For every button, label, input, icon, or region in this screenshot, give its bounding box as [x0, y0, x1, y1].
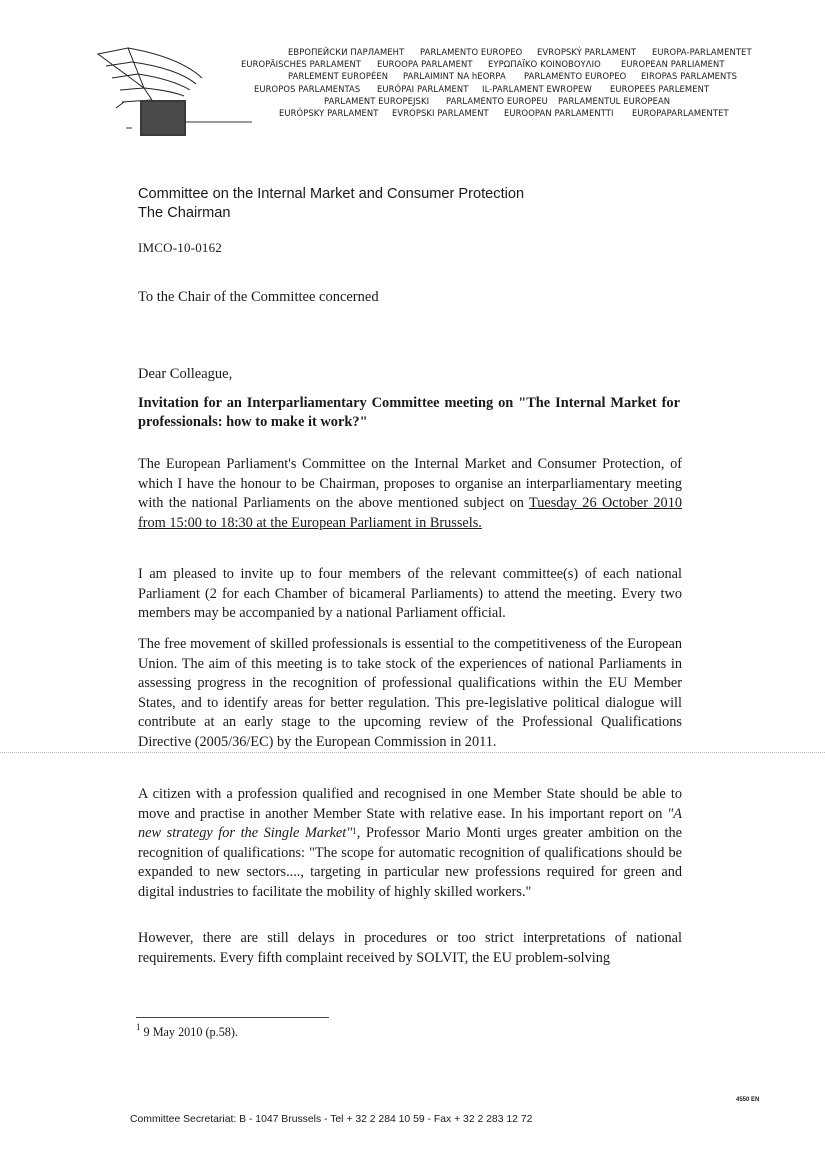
parliament-name: PARLAMENT EUROPEJSKI — [324, 95, 430, 106]
names-row — [232, 71, 772, 83]
footnote — [136, 1022, 238, 1040]
parliament-name: EURÓPAI PARLAMENT — [377, 83, 469, 94]
report-title: "A new strategy for the Single Market" — [138, 805, 682, 842]
parliament-name: EVROPSKÝ PARLAMENT — [537, 47, 637, 57]
footnote-marker: 1 — [352, 826, 357, 837]
parliament-name: IL-PARLAMENT EWROPEW — [482, 83, 592, 94]
names-row — [232, 47, 772, 59]
names-row — [232, 59, 772, 71]
parliament-name: PARLAMENTO EUROPEO — [524, 71, 627, 82]
parliament-name: EUROPEES PARLEMENT — [610, 83, 710, 94]
parliament-name: PARLAIMINT NA hEORPA — [403, 71, 506, 82]
paragraph-text: The European Parliament's Committee on the Internal Market and Consumer Protection, of which I have the honour to be Chairman, proposes to organise an interparliamentary meeting with the national Parliaments on the above mentioned subject on — [138, 456, 682, 512]
sender-title: The Chairman — [138, 205, 231, 221]
european-parliament-logo — [92, 44, 252, 144]
addressee: To the Chair of the Committee concerned — [138, 289, 379, 305]
committee-name: Committee on the Internal Market and Consumer Protection — [138, 186, 525, 202]
parliament-name: EUROPAPARLAMENTET — [632, 107, 729, 118]
salutation: Dear Colleague, — [138, 366, 233, 382]
body-paragraph: However, there are still delays in procedures or too strict interpretations of national requirements. Every fifth complaint received by SOLVIT, the EU problem-solving — [138, 930, 682, 966]
parliament-name: EUROPA-PARLAMENTET — [652, 47, 752, 57]
parliament-names-block — [232, 47, 772, 120]
meeting-date: Tuesday 26 October 2010 from 15:00 to 18:30 at the European Parliament in Brussels. — [138, 495, 682, 531]
parliament-name: PARLEMENT EUROPÉEN — [288, 71, 389, 82]
footnote-marker: 1 — [136, 1022, 141, 1032]
parliament-name: ЕВРОПЕЙСКИ ПАРЛАМЕНТ — [288, 47, 405, 57]
sender-block — [138, 185, 524, 223]
parliament-name: EVROPSKI PARLAMENT — [392, 107, 489, 118]
parliament-name: EUROPOS PARLAMENTAS — [254, 83, 361, 94]
paragraph-text: , Professor Mario Monti urges greater ambition on the recognition of qualifications: "The scope for automatic recognition of qualifications should be expanded to new sectors...., targeting in particular new professions required for green and digital industries to facilitate the mobility of highly skilled workers." — [138, 825, 683, 900]
parliament-name: EUROOPAN PARLAMENTTI — [504, 107, 614, 118]
footnote-text: 9 May 2010 (p.58). — [143, 1025, 238, 1039]
body-paragraph: I am pleased to invite up to four members of the relevant committee(s) of each national Parliament (2 for each Chamber of bicameral Parliaments) to attend the meeting. Every two members may be accompanied by a national Parliament official. — [138, 566, 682, 622]
parliament-name: EUROOPA PARLAMENT — [377, 59, 473, 70]
body-paragraph: The free movement of skilled professionals is essential to the competitiveness of the European Union. The aim of this meeting is to take stock of the experiences of national Parliaments in assessing progress in the recognition of professional qualifications within the EU Member States, and to identify areas for better regulation. This pre-legislative political dialogue will contribute at an early stage to the upcoming review of the Professional Qualifications Directive (2005/36/EC) by the European Commission in 2011. — [138, 636, 682, 750]
parliament-name: PARLAMENTUL EUROPEAN — [558, 95, 671, 106]
parliament-name: EUROPÄISCHES PARLAMENT — [241, 59, 362, 70]
parliament-name: EIROPAS PARLAMENTS — [641, 71, 738, 82]
parliament-name: ΕΥΡΩΠΑΪΚΟ ΚΟΙΝΟΒΟΥΛΙΟ — [488, 59, 601, 70]
reference-number: IMCO-10-0162 — [138, 240, 223, 255]
paragraph-text: A citizen with a profession qualified and recognised in one Member State should be able to move and practise in another Member State with relative ease. In his important report on — [138, 786, 682, 822]
body-paragraph — [138, 455, 682, 533]
body-paragraph — [138, 785, 682, 903]
parliament-name: EUROPEAN PARLIAMENT — [621, 59, 725, 70]
page-footer: Committee Secretariat: B - 1047 Brussels - Tel + 32 2 284 10 59 - Fax + 32 2 283 12 72 — [130, 1114, 533, 1125]
parliament-name: PARLAMENTO EUROPEO — [420, 47, 523, 57]
document-number: 4550 EN — [736, 1097, 760, 1103]
names-row — [232, 108, 772, 120]
footnote-divider — [136, 1017, 329, 1018]
parliament-name: PARLAMENTO EUROPEU — [446, 95, 548, 106]
subject-line: Invitation for an Interparliamentary Committee meeting on "The Internal Market for professionals: how to make it work?" — [138, 395, 680, 430]
names-row — [232, 96, 772, 108]
parliament-name: EURÓPSKY PARLAMENT — [279, 107, 379, 118]
names-row — [232, 84, 772, 96]
